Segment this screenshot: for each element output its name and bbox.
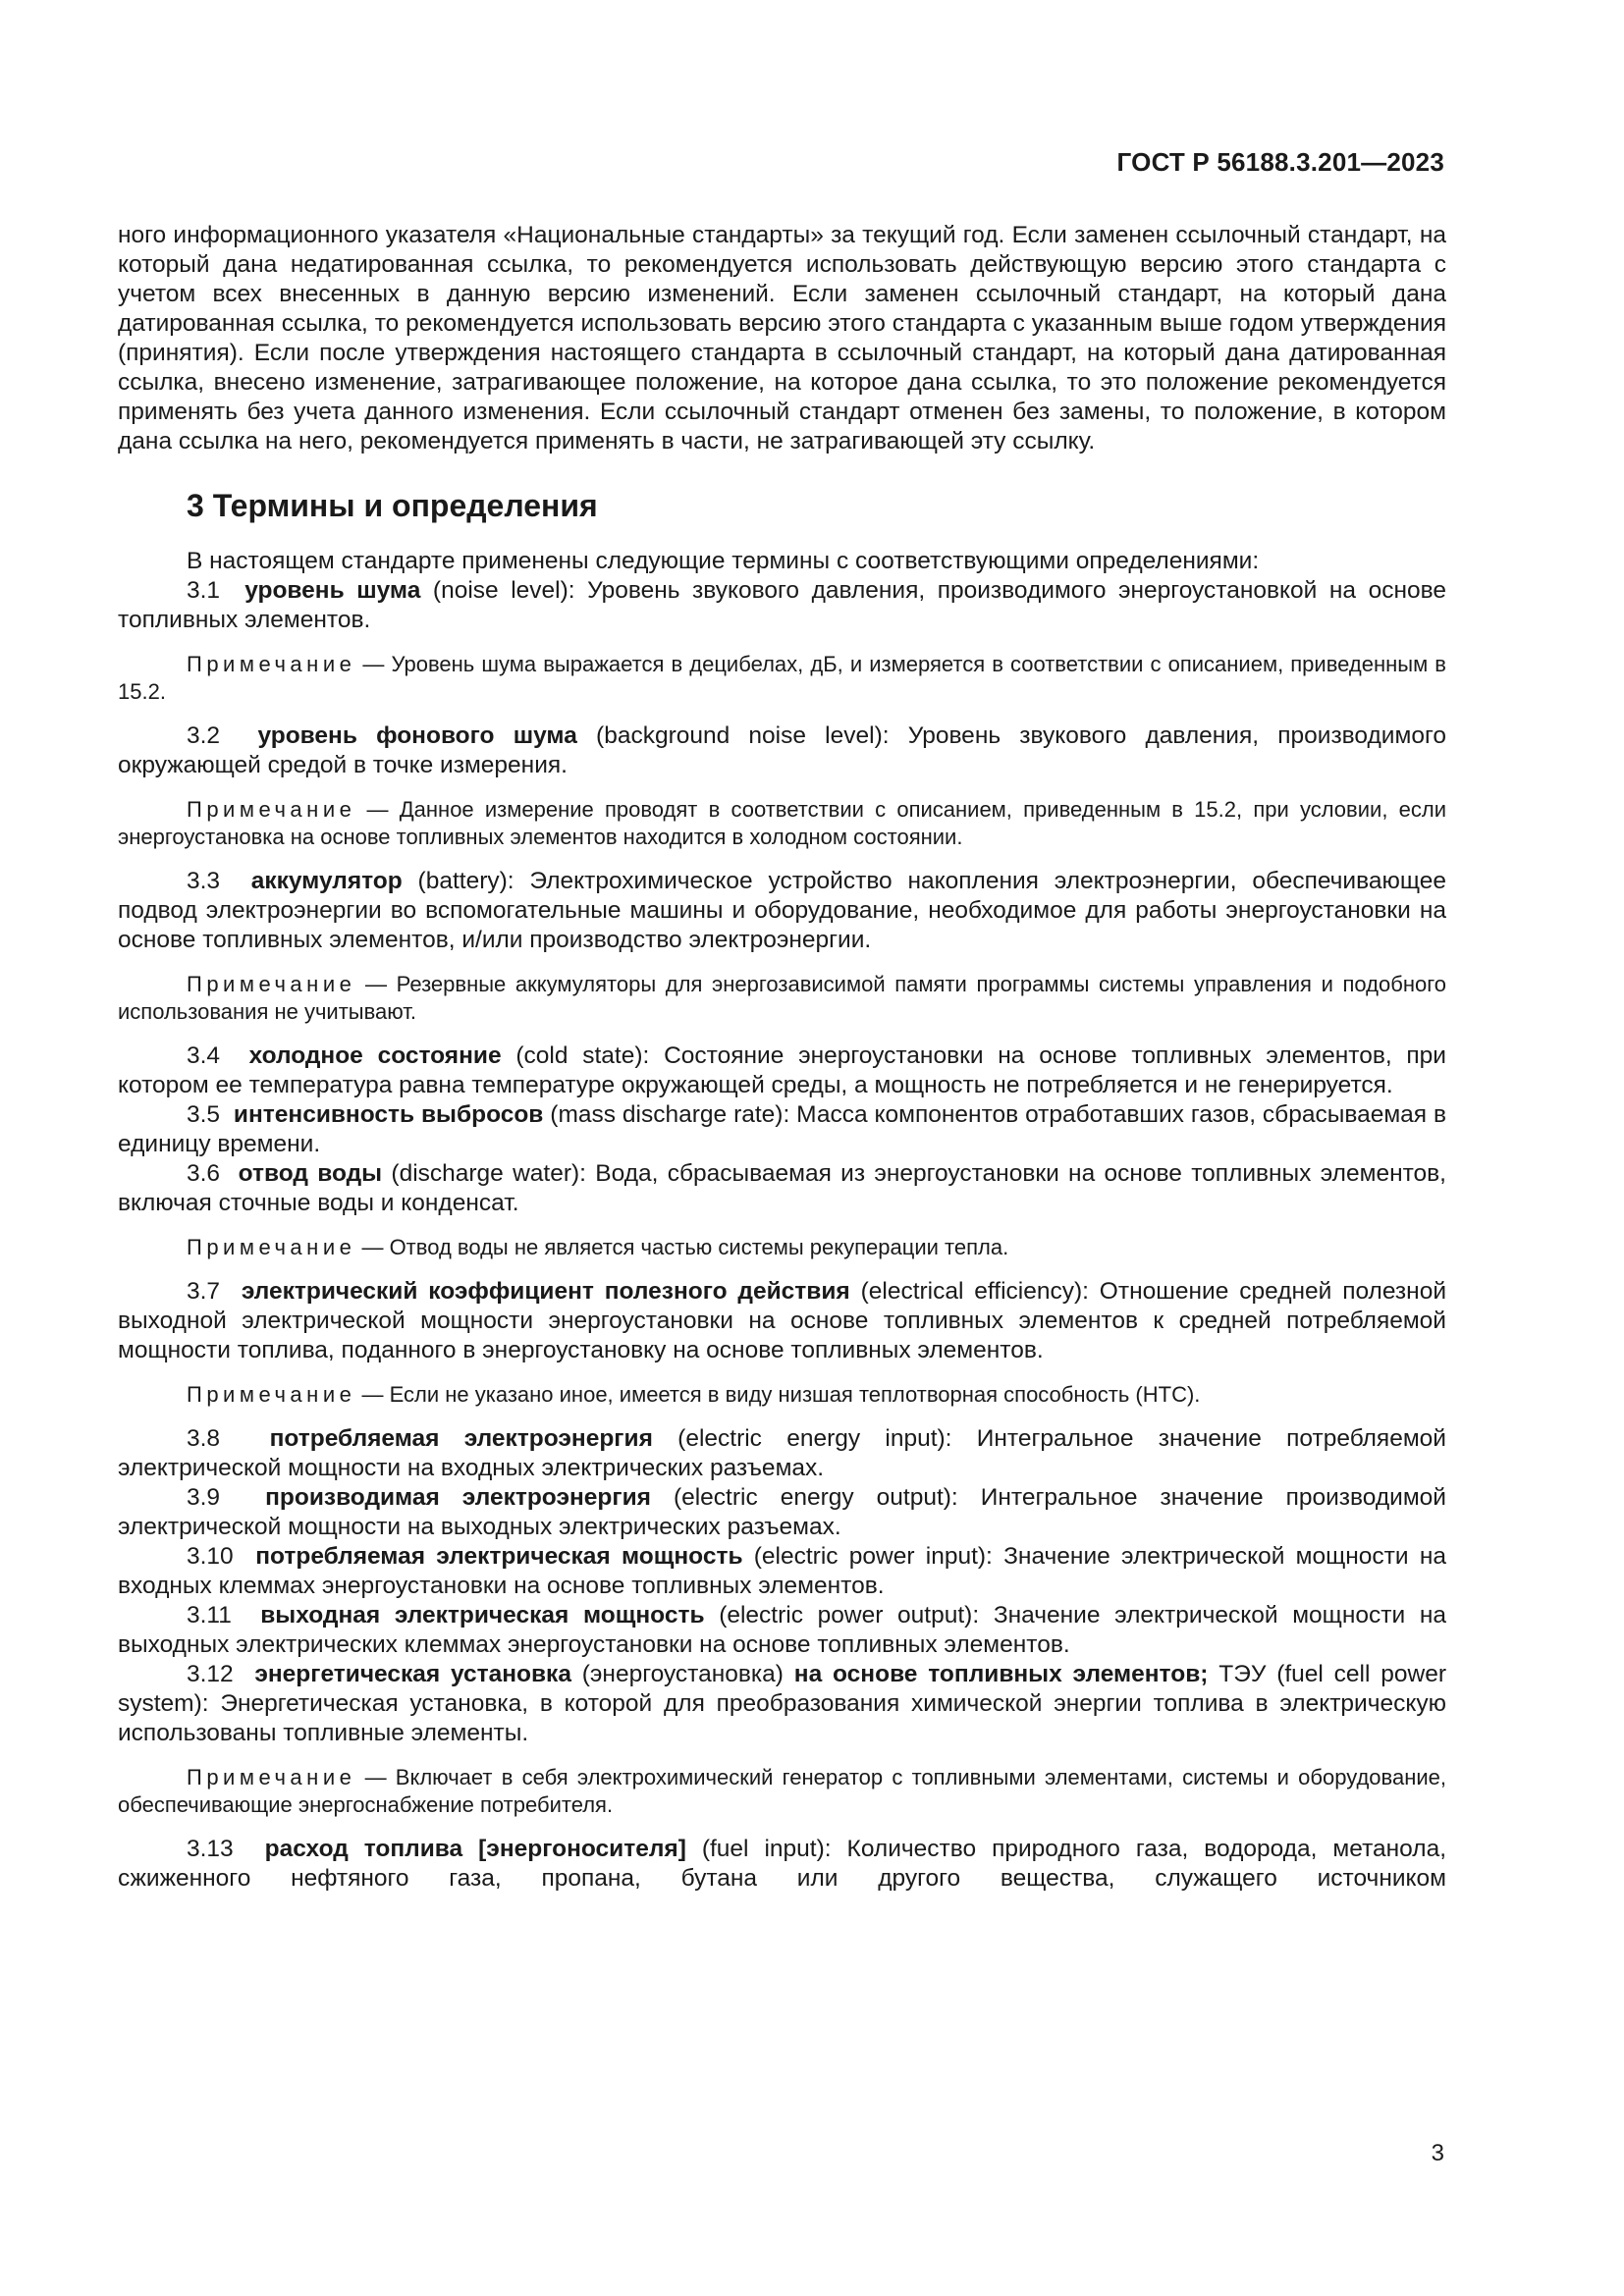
term-number: 3.2	[187, 722, 221, 749]
term-name: отвод воды	[238, 1160, 383, 1187]
term-text: (cold state): Состояние энергоустановки на основе топливных элементов, при котором ее температура равна температуре окружающей среды, а мощность не потребляется и не генерируется.	[118, 1042, 1446, 1098]
term-text: (electric power output): Значение электрической мощности на выходных электрических клеммах энергоустановки на основе топливных элементов.	[118, 1602, 1446, 1658]
term-name: электрический коэффициент полезного действия	[241, 1278, 850, 1305]
note-text: — Если не указано иное, имеется в виду низшая теплотворная способность (НТС).	[355, 1382, 1201, 1407]
term-definition	[118, 1041, 1446, 1100]
section-lead: В настоящем стандарте применены следующие термины с соответствующими определениями:	[187, 548, 1260, 574]
term-note	[118, 1764, 1446, 1819]
term-note	[118, 796, 1446, 851]
term-number: 3.9	[187, 1484, 221, 1511]
term-text: (noise level): Уровень звукового давления, производимого энергоустановкой на основе топливных элементов.	[118, 577, 1446, 633]
note-text: — Данное измерение проводят в соответствии с описанием, приведенным в 15.2, при условии, если энергоустановка на основе топливных элементов находится в холодном состоянии.	[118, 797, 1446, 849]
term-number: 3.8	[187, 1425, 221, 1452]
term-note	[118, 1381, 1446, 1409]
note-label: Примечание	[187, 652, 356, 676]
term-definition	[118, 1483, 1446, 1542]
page-content	[118, 221, 1446, 1894]
section-title: 3 Термины и определения	[187, 488, 598, 523]
term-definition	[118, 1277, 1446, 1365]
term-text: ТЭУ (fuel cell power system): Энергетическая установка, в которой для преобразования химической энергии топлива в электрическую использованы топливные элементы.	[118, 1661, 1446, 1746]
term-name: интенсивность выбросов	[233, 1101, 544, 1128]
note-text: — Включает в себя электрохимический генератор с топливными элементами, системы и оборудование, обеспечивающие энергоснабжение потребителя.	[118, 1765, 1446, 1817]
term-number: 3.10	[187, 1543, 234, 1570]
term-number: 3.3	[187, 868, 221, 894]
term-text: (electric power input): Значение электрической мощности на входных клеммах энергоустановки на основе топливных элементов.	[118, 1543, 1446, 1599]
term-definition	[118, 721, 1446, 780]
term-number: 3.4	[187, 1042, 221, 1069]
term-definition	[118, 1601, 1446, 1660]
term-name: уровень фонового шума	[257, 722, 577, 749]
term-number: 3.12	[187, 1661, 234, 1687]
term-text: (background noise level): Уровень звукового давления, производимого окружающей средой в точке измерения.	[118, 722, 1446, 778]
intro-paragraph: ного информационного указателя «Национальные стандарты» за текущий год. Если заменен ссылочный стандарт, на который дана недатированная ссылка, то рекомендуется использовать действующую версию этого стандарта с учетом всех внесенных в данную версию изменений. Если заменен ссылочный стандарт, на который дана датированная ссылка, то рекомендуется использовать версию этого стандарта с указанным выше годом утверждения (принятия). Если после утверждения настоящего стандарта в ссылочный стандарт, на который дана датированная ссылка, внесено изменение, затрагивающее положение, на которое дана ссылка, то это положение рекомендуется применять без учета данного изменения. Если ссылочный стандарт отменен без замены, то положение, в котором дана ссылка на него, рекомендуется применять в части, не затрагивающей эту ссылку.	[118, 222, 1446, 454]
term-number: 3.7	[187, 1278, 221, 1305]
term-text: (discharge water): Вода, сбрасываемая из энергоустановки на основе топливных элементов, включая сточные воды и конденсат.	[118, 1160, 1446, 1216]
term-number: 3.13	[187, 1836, 234, 1862]
term-definition	[118, 1159, 1446, 1218]
term-name: уровень шума	[244, 577, 421, 604]
term-number: 3.1	[187, 577, 221, 604]
term-name: аккумулятор	[250, 868, 403, 894]
term-name: холодное состояние	[248, 1042, 502, 1069]
note-label: Примечание	[187, 1235, 356, 1259]
term-note	[118, 971, 1446, 1026]
term-name: расход топлива [энергоносителя]	[264, 1836, 686, 1862]
note-label: Примечание	[187, 797, 356, 822]
term-definition	[118, 1542, 1446, 1601]
term-number: 3.5	[187, 1101, 221, 1128]
term-text: (fuel input): Количество природного газа, водорода, метанола, сжиженного нефтяного газа, пропана, бутана или другого вещества, служащего источником	[118, 1836, 1446, 1892]
page-number: 3	[1431, 2140, 1444, 2166]
term-name: потребляемая электрическая мощность	[255, 1543, 743, 1570]
term-definition	[118, 1424, 1446, 1483]
document-code: ГОСТ Р 56188.3.201—2023	[1116, 147, 1444, 177]
note-text: — Уровень шума выражается в децибелах, дБ, и измеряется в соответствии с описанием, приведенным в 15.2.	[118, 652, 1446, 704]
term-name: производимая электроэнергия	[265, 1484, 651, 1511]
term-definition	[118, 1660, 1446, 1748]
note-text: — Отвод воды не является частью системы рекуперации тепла.	[355, 1235, 1009, 1259]
term-definition	[118, 867, 1446, 955]
term-text: (electric energy input): Интегральное значение потребляемой электрической мощности на входных электрических разъемах.	[118, 1425, 1446, 1481]
term-text: (battery): Электрохимическое устройство накопления электроэнергии, обеспечивающее подвод электроэнергии во вспомогательные машины и оборудование, необходимое для работы энергоустановки на основе топливных элементов, и/или производство электроэнергии.	[118, 868, 1446, 953]
term-text: (electrical efficiency): Отношение средней полезной выходной электрической мощности энергоустановки на основе топливных элементов к средней потребляемой мощности топлива, поданного в энергоустановку на основе топливных элементов.	[118, 1278, 1447, 1363]
term-definition	[118, 1100, 1446, 1159]
term-note	[118, 651, 1446, 706]
term-name-continued: на основе топливных элементов;	[793, 1661, 1209, 1687]
term-definition	[118, 576, 1446, 635]
term-note	[118, 1234, 1446, 1261]
note-label: Примечание	[187, 1382, 356, 1407]
term-number: 3.6	[187, 1160, 221, 1187]
note-label: Примечание	[187, 972, 356, 996]
term-text: (mass discharge rate): Масса компонентов отработавших газов, сбрасываемая в единицу времени.	[118, 1101, 1446, 1157]
term-synonym: (энергоустановка)	[570, 1661, 794, 1687]
term-number: 3.11	[187, 1602, 232, 1629]
note-text: — Резервные аккумуляторы для энергозависимой памяти программы системы управления и подобного использования не учитывают.	[118, 972, 1446, 1024]
term-name: энергетическая установка	[254, 1661, 571, 1687]
term-text: (electric energy output): Интегральное значение производимой электрической мощности на выходных электрических разъемах.	[118, 1484, 1446, 1540]
note-label: Примечание	[187, 1765, 356, 1789]
term-definition	[118, 1835, 1446, 1894]
term-name: потребляемая электроэнергия	[269, 1425, 653, 1452]
term-name: выходная электрическая мощность	[260, 1602, 705, 1629]
